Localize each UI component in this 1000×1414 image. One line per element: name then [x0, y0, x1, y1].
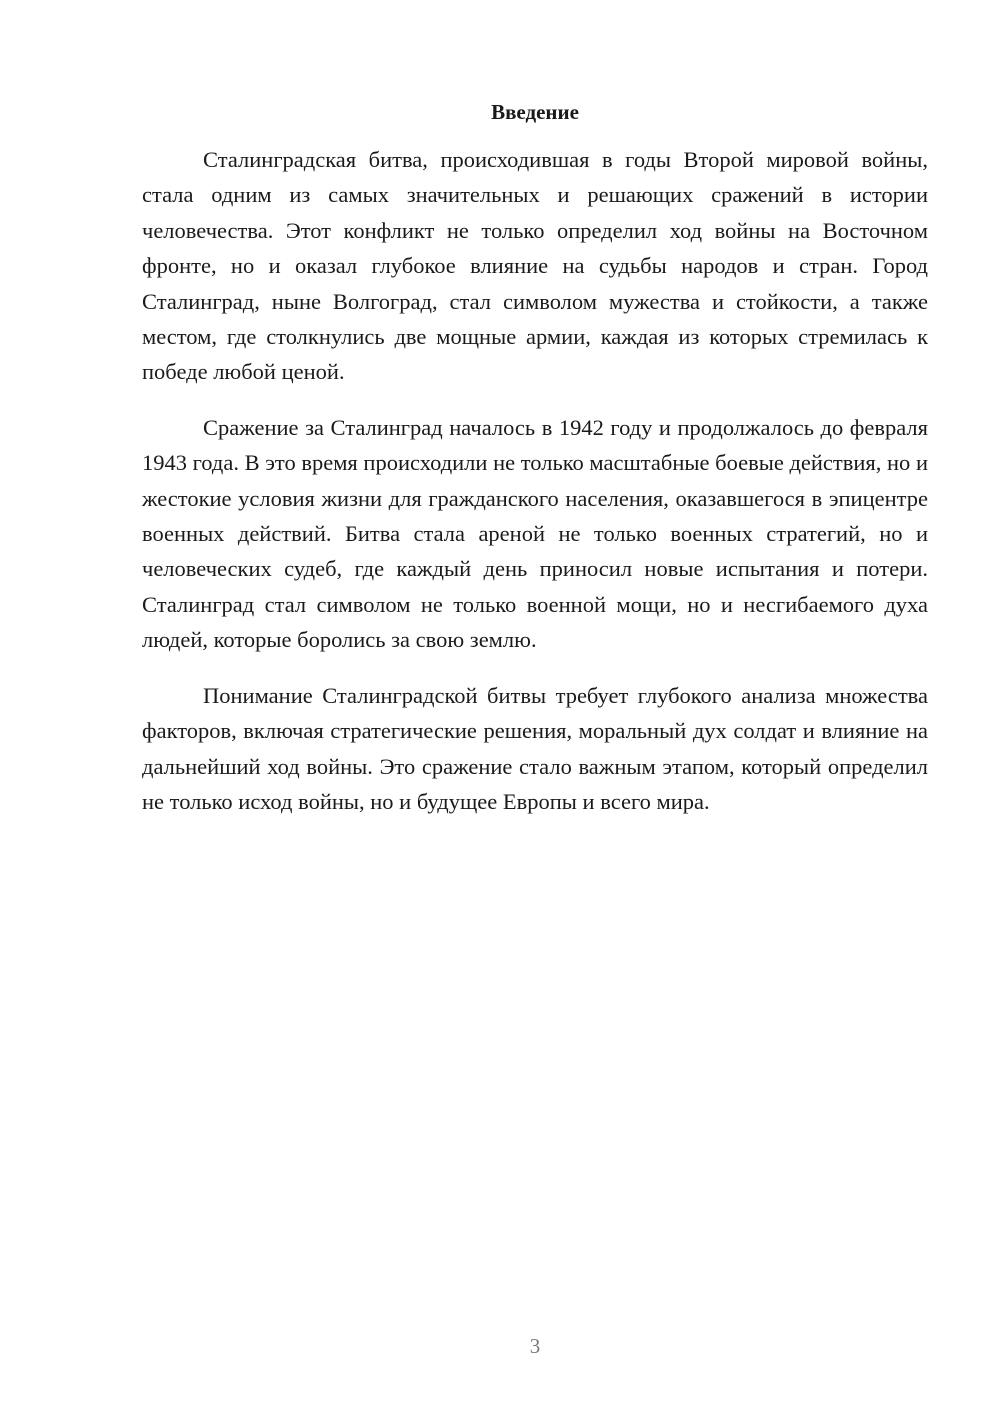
- page-number: 3: [529, 1334, 541, 1358]
- paragraph-2: Сражение за Сталинград началось в 1942 году и продолжалось до февраля 1943 года. В это время происходили не только масштабные боевые действия, но и жестокие условия жизни для гражданского населения, оказавшегося в эпицентре военных действий. Битва стала ареной не только военных стратегий, но и человеческих судеб, где каждый день приносил новые испытания и потери. Сталинград стал символом не только военной мощи, но и несгибаемого духа людей, которые боролись за свою землю.: [142, 414, 928, 653]
- section-heading: Введение: [491, 100, 579, 124]
- body-text: [142, 142, 928, 839]
- paragraph-3: Понимание Сталинградской битвы требует глубокого анализа множества факторов, включая стратегические решения, моральный дух солдат и влияние на дальнейший ход войны. Это сражение стало важным этапом, который определил не только исход войны, но и будущее Европы и всего мира.: [142, 682, 928, 814]
- paragraph-1: Сталинградская битва, происходившая в годы Второй мировой войны, стала одним из самых значительных и решающих сражений в истории человечества. Этот конфликт не только определил ход войны на Восточном фронте, но и оказал глубокое влияние на судьбы народов и стран. Город Сталинград, ныне Волгоград, стал символом мужества и стойкости, а также местом, где столкнулись две мощные армии, каждая из которых стремилась к победе любой ценой.: [142, 147, 928, 385]
